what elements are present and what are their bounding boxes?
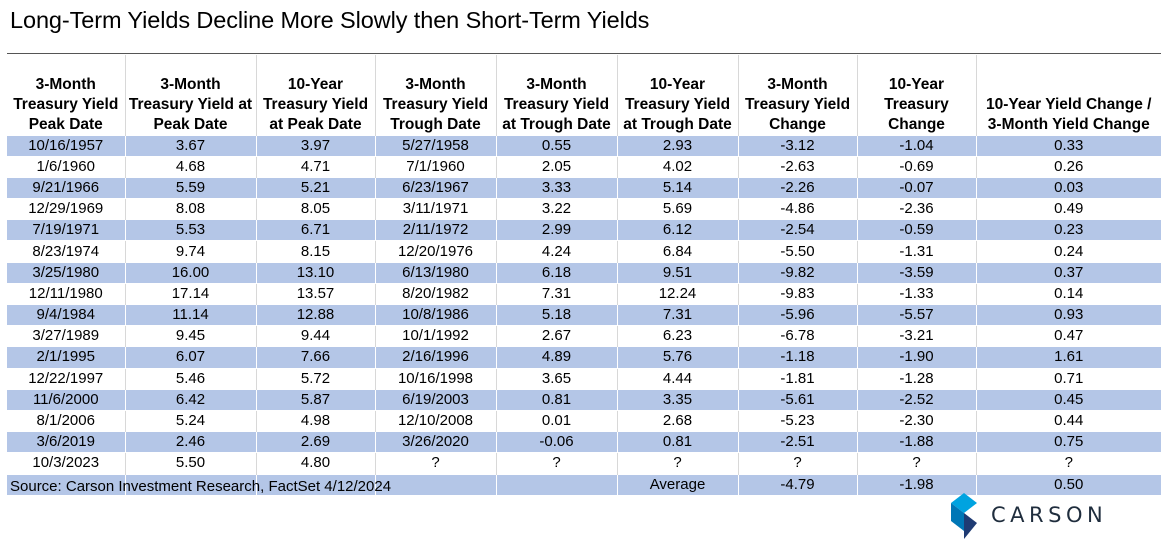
table-cell: 7.66 bbox=[256, 347, 375, 368]
carson-logo-icon bbox=[951, 493, 985, 539]
table-row bbox=[7, 199, 1161, 220]
table-cell: 2.67 bbox=[496, 326, 617, 347]
table-cell: 3.65 bbox=[496, 368, 617, 389]
table-cell: 7/19/1971 bbox=[7, 220, 125, 241]
col-header: 3-Month Treasury Yield Trough Date bbox=[375, 55, 496, 135]
table-cell: 8.08 bbox=[125, 199, 256, 220]
table-cell: 0.71 bbox=[976, 368, 1161, 389]
table-cell: 6.12 bbox=[617, 220, 738, 241]
col-header: 3-Month Treasury Yield at Peak Date bbox=[125, 55, 256, 135]
table-cell: 12/10/2008 bbox=[375, 410, 496, 431]
table-cell: -2.30 bbox=[857, 410, 976, 431]
table-cell: 0.44 bbox=[976, 410, 1161, 431]
col-header: 10-Year Treasury Yield at Trough Date bbox=[617, 55, 738, 135]
table-cell: 12/11/1980 bbox=[7, 283, 125, 304]
table-cell: 10/16/1998 bbox=[375, 368, 496, 389]
table-cell: 9/21/1966 bbox=[7, 177, 125, 198]
table-row bbox=[7, 368, 1161, 389]
table-cell: -4.86 bbox=[738, 199, 857, 220]
table-cell: 2/11/1972 bbox=[375, 220, 496, 241]
table-cell: 10/16/1957 bbox=[7, 135, 125, 156]
table-cell: -1.90 bbox=[857, 347, 976, 368]
table-cell: -2.52 bbox=[857, 389, 976, 410]
table-row bbox=[7, 432, 1161, 453]
table-cell: 11.14 bbox=[125, 305, 256, 326]
table-cell: 9/4/1984 bbox=[7, 305, 125, 326]
table-cell: -0.06 bbox=[496, 432, 617, 453]
table-cell: -1.81 bbox=[738, 368, 857, 389]
table-cell: 4.98 bbox=[256, 410, 375, 431]
table-cell: ? bbox=[857, 453, 976, 474]
table-cell: 9.44 bbox=[256, 326, 375, 347]
table-row bbox=[7, 453, 1161, 474]
table-row bbox=[7, 326, 1161, 347]
table-cell: 0.03 bbox=[976, 177, 1161, 198]
table-cell: 0.75 bbox=[976, 432, 1161, 453]
table-cell: 10/1/1992 bbox=[375, 326, 496, 347]
table-cell: 5.53 bbox=[125, 220, 256, 241]
table-body bbox=[7, 135, 1161, 495]
table-cell: 0.37 bbox=[976, 262, 1161, 283]
table-cell: 5.21 bbox=[256, 177, 375, 198]
table-cell: 5.87 bbox=[256, 389, 375, 410]
table-row bbox=[7, 283, 1161, 304]
table-cell: 3/26/2020 bbox=[375, 432, 496, 453]
table-cell: -1.18 bbox=[738, 347, 857, 368]
table-cell: -3.59 bbox=[857, 262, 976, 283]
table-cell: 0.14 bbox=[976, 283, 1161, 304]
table-cell: 10/3/2023 bbox=[7, 453, 125, 474]
col-header: 3-Month Treasury Yield Peak Date bbox=[13, 75, 119, 133]
table-cell: -1.88 bbox=[857, 432, 976, 453]
table-cell: 0.49 bbox=[976, 199, 1161, 220]
table-cell: 11/6/2000 bbox=[7, 389, 125, 410]
table-cell: 2.69 bbox=[256, 432, 375, 453]
table-cell: 0.55 bbox=[496, 135, 617, 156]
table-cell: -9.82 bbox=[738, 262, 857, 283]
table-row bbox=[7, 220, 1161, 241]
table-row bbox=[7, 389, 1161, 410]
table-cell: 0.26 bbox=[976, 156, 1161, 177]
table-cell: 7/1/1960 bbox=[375, 156, 496, 177]
table-cell: 0.81 bbox=[617, 432, 738, 453]
table-cell: 0.81 bbox=[496, 389, 617, 410]
average-label: Average bbox=[617, 474, 738, 495]
title-divider bbox=[7, 53, 1161, 54]
table-row bbox=[7, 241, 1161, 262]
table-cell: 10/8/1986 bbox=[375, 305, 496, 326]
table-cell: 2.99 bbox=[496, 220, 617, 241]
table-cell: -0.07 bbox=[857, 177, 976, 198]
table-cell: 2/16/1996 bbox=[375, 347, 496, 368]
average-3m-change: -4.79 bbox=[738, 474, 857, 495]
table-cell: 5.50 bbox=[125, 453, 256, 474]
table-cell: 6/19/2003 bbox=[375, 389, 496, 410]
table-cell: 8.15 bbox=[256, 241, 375, 262]
table-cell: 6.84 bbox=[617, 241, 738, 262]
table-cell: 3/11/1971 bbox=[375, 199, 496, 220]
table-cell: -3.21 bbox=[857, 326, 976, 347]
table-cell: -5.96 bbox=[738, 305, 857, 326]
table-cell: 3.22 bbox=[496, 199, 617, 220]
table-cell: 5.59 bbox=[125, 177, 256, 198]
table-cell: 4.44 bbox=[617, 368, 738, 389]
average-ratio: 0.50 bbox=[976, 474, 1161, 495]
table-cell: -3.12 bbox=[738, 135, 857, 156]
table-cell: 9.51 bbox=[617, 262, 738, 283]
table-row bbox=[7, 177, 1161, 198]
table-cell: 0.01 bbox=[496, 410, 617, 431]
table-cell: 6/13/1980 bbox=[375, 262, 496, 283]
table-cell: 3.33 bbox=[496, 177, 617, 198]
table-cell: 12/29/1969 bbox=[7, 199, 125, 220]
table-cell: 2/1/1995 bbox=[7, 347, 125, 368]
carson-logo-text: CARSON bbox=[991, 503, 1108, 527]
table-cell: 6.23 bbox=[617, 326, 738, 347]
table-cell: -2.63 bbox=[738, 156, 857, 177]
table-row bbox=[7, 156, 1161, 177]
table-cell: 5/27/1958 bbox=[375, 135, 496, 156]
table-cell: -5.61 bbox=[738, 389, 857, 410]
table-cell: -1.31 bbox=[857, 241, 976, 262]
table-cell: -0.59 bbox=[857, 220, 976, 241]
table-cell: 4.68 bbox=[125, 156, 256, 177]
table-cell: 4.89 bbox=[496, 347, 617, 368]
table-cell: 12/22/1997 bbox=[7, 368, 125, 389]
table-cell: 5.14 bbox=[617, 177, 738, 198]
table-cell: ? bbox=[496, 453, 617, 474]
table-cell: 16.00 bbox=[125, 262, 256, 283]
col-header: 10-Year Yield Change / 3-Month Yield Change bbox=[976, 55, 1161, 135]
table-cell: -2.36 bbox=[857, 199, 976, 220]
table-cell: 3/27/1989 bbox=[7, 326, 125, 347]
table-cell: ? bbox=[976, 453, 1161, 474]
table-cell: 0.93 bbox=[976, 305, 1161, 326]
table-cell: 3.97 bbox=[256, 135, 375, 156]
table-cell: 6.42 bbox=[125, 389, 256, 410]
table-cell: -1.33 bbox=[857, 283, 976, 304]
col-header: 10-Year Treasury Yield at Peak Date bbox=[256, 55, 375, 135]
table-cell: 4.24 bbox=[496, 241, 617, 262]
carson-logo bbox=[951, 493, 1111, 543]
table-row bbox=[7, 262, 1161, 283]
avg-spacer bbox=[375, 474, 496, 495]
table-cell: 8/23/1974 bbox=[7, 241, 125, 262]
table-cell: 4.80 bbox=[256, 453, 375, 474]
table-cell: -5.57 bbox=[857, 305, 976, 326]
table-cell: 6/23/1967 bbox=[375, 177, 496, 198]
table-cell: -1.28 bbox=[857, 368, 976, 389]
table-cell: 7.31 bbox=[617, 305, 738, 326]
table-cell: -6.78 bbox=[738, 326, 857, 347]
table-cell: 5.46 bbox=[125, 368, 256, 389]
table-cell: -0.69 bbox=[857, 156, 976, 177]
table-cell: 6.71 bbox=[256, 220, 375, 241]
table-cell: 8/20/1982 bbox=[375, 283, 496, 304]
table-cell: 0.23 bbox=[976, 220, 1161, 241]
table-cell: 5.18 bbox=[496, 305, 617, 326]
table-cell: 2.05 bbox=[496, 156, 617, 177]
avg-spacer bbox=[496, 474, 617, 495]
table-row bbox=[7, 410, 1161, 431]
table-cell: 0.45 bbox=[976, 389, 1161, 410]
table-cell: -2.54 bbox=[738, 220, 857, 241]
table-cell: 1/6/1960 bbox=[7, 156, 125, 177]
table-cell: 13.10 bbox=[256, 262, 375, 283]
table-cell: 12/20/1976 bbox=[375, 241, 496, 262]
table-cell: 12.88 bbox=[256, 305, 375, 326]
table-cell: 6.18 bbox=[496, 262, 617, 283]
table-cell: 5.76 bbox=[617, 347, 738, 368]
table-cell: 3.67 bbox=[125, 135, 256, 156]
table-cell: 5.24 bbox=[125, 410, 256, 431]
table-cell: 3.35 bbox=[617, 389, 738, 410]
table-cell: 8.05 bbox=[256, 199, 375, 220]
table-cell: 0.24 bbox=[976, 241, 1161, 262]
col-header: 3-Month Treasury Yield at Trough Date bbox=[496, 55, 617, 135]
table-cell: 4.02 bbox=[617, 156, 738, 177]
table-cell: -1.04 bbox=[857, 135, 976, 156]
table-cell: 8/1/2006 bbox=[7, 410, 125, 431]
yield-table bbox=[7, 55, 1161, 495]
table-cell: 9.45 bbox=[125, 326, 256, 347]
table-cell: ? bbox=[375, 453, 496, 474]
table-cell: 7.31 bbox=[496, 283, 617, 304]
table-cell: 2.68 bbox=[617, 410, 738, 431]
table-cell: ? bbox=[617, 453, 738, 474]
table-cell: ? bbox=[738, 453, 857, 474]
table-cell: 0.47 bbox=[976, 326, 1161, 347]
table-row bbox=[7, 347, 1161, 368]
col-header: 3-Month Treasury Yield Change bbox=[738, 55, 857, 135]
table-cell: 2.46 bbox=[125, 432, 256, 453]
header-row bbox=[7, 55, 1161, 135]
page-title: Long-Term Yields Decline More Slowly then Short-Term Yields bbox=[10, 7, 650, 33]
col-header: 10-Year Treasury Change bbox=[857, 55, 976, 135]
table-cell: 5.72 bbox=[256, 368, 375, 389]
table-cell: 5.69 bbox=[617, 199, 738, 220]
table-cell: -2.51 bbox=[738, 432, 857, 453]
table-cell: 17.14 bbox=[125, 283, 256, 304]
average-10y-change: -1.98 bbox=[857, 474, 976, 495]
source-note: Source: Carson Investment Research, FactSet 4/12/2024 bbox=[10, 478, 392, 495]
table-row bbox=[7, 135, 1161, 156]
table-cell: 0.33 bbox=[976, 135, 1161, 156]
table-cell: -2.26 bbox=[738, 177, 857, 198]
table-cell: 2.93 bbox=[617, 135, 738, 156]
table-cell: 3/25/1980 bbox=[7, 262, 125, 283]
table-cell: -5.50 bbox=[738, 241, 857, 262]
table-cell: 6.07 bbox=[125, 347, 256, 368]
table-cell: 1.61 bbox=[976, 347, 1161, 368]
table-cell: -5.23 bbox=[738, 410, 857, 431]
table-cell: 12.24 bbox=[617, 283, 738, 304]
table-cell: 13.57 bbox=[256, 283, 375, 304]
table-cell: 9.74 bbox=[125, 241, 256, 262]
table-cell: -9.83 bbox=[738, 283, 857, 304]
table-cell: 4.71 bbox=[256, 156, 375, 177]
table-cell: 3/6/2019 bbox=[7, 432, 125, 453]
table-row bbox=[7, 305, 1161, 326]
